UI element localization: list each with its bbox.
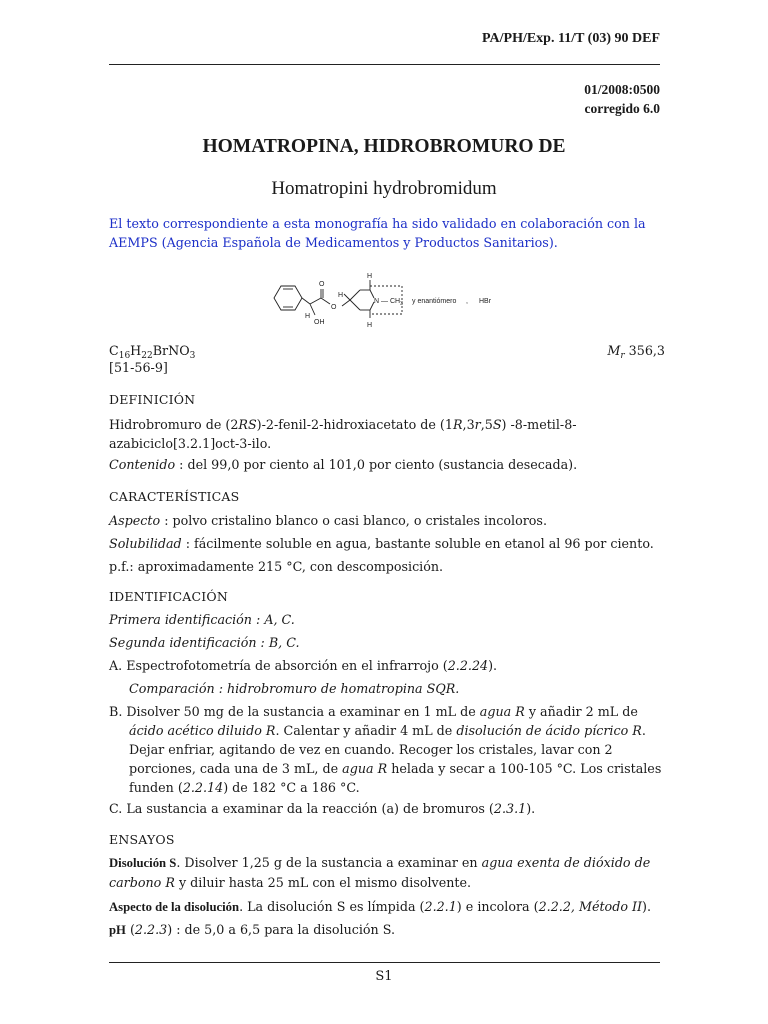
molecular-formula: $C_{16}H_{22}BrNO_3$ $M_r$ 356,3 <box>109 341 665 366</box>
revision-label: corregido 6.0 <box>584 101 660 116</box>
struct-o-carbonyl: O <box>319 281 325 288</box>
section-heading-caracteristicas: CARACTERÍSTICAS <box>109 489 240 504</box>
struct-h-mid: H <box>338 292 344 299</box>
footer-rule <box>109 962 660 963</box>
page-number: S1 <box>375 969 393 984</box>
struct-oh: OH <box>314 319 325 326</box>
struct-enantiomer: y enantiómero <box>412 298 457 305</box>
section-heading-ensayos: ENSAYOS <box>109 832 175 847</box>
monograph-date: 01/2008:0500 <box>584 82 660 97</box>
chemical-structure <box>262 270 502 336</box>
cas-number: [51-56-9] <box>109 360 168 375</box>
date-block <box>584 80 660 118</box>
identificacion-c: C. La sustancia a examinar da la reacción (a) de bromuros (2.3.1). <box>109 801 536 816</box>
latin-name: Homatropini hydrobromidum <box>271 178 497 199</box>
comparacion-text: Comparación : hidrobromuro de homatropina SQR. <box>129 681 460 696</box>
document-reference: PA/PH/Exp. 11/T (03) 90 DEF <box>482 31 660 46</box>
struct-n-methyl: N — $CH_3$ <box>374 298 403 307</box>
section-heading-definicion: DEFINICIÓN <box>109 392 196 407</box>
definicion-text: Hidrobromuro de (2RS)-2-fenil-2-hidroxiacetato de (1R,3r,5S) -8-metil-8-azabiciclo[3.2.1]oct-3-ilo. <box>109 417 577 451</box>
struct-o-ester: O <box>331 304 337 311</box>
struct-h-alpha: H <box>305 313 311 320</box>
struct-comma: , <box>466 298 468 305</box>
page-title: HOMATROPINA, HIDROBROMURO DE <box>202 136 566 157</box>
identificacion-b: B. Disolver 50 mg de la sustancia a examinar en 1 mL de agua R y añadir 2 mL de ácido acético diluido R. Calentar y añadir 4 mL de disolución de ácido pícrico R. Dejar enfriar, agitando de vez en cuando. Recoger los cristales, lavar con 2 porciones, cada una de 3 mL, de agua R helada y secar a 100-105 °C. Los cristales funden (2.2.14) de 182 °C a 186 °C. <box>109 704 662 795</box>
segunda-identificacion: Segunda identificación : B, C. <box>109 635 300 650</box>
struct-hbr: HBr <box>479 298 492 305</box>
section-heading-identificacion: IDENTIFICACIÓN <box>109 589 228 604</box>
primera-identificacion: Primera identificación : A, C. <box>109 612 295 627</box>
punto-fusion-text: p.f.: aproximadamente 215 °C, con descomposición. <box>109 559 444 574</box>
solubilidad-text: Solubilidad : fácilmente soluble en agua, bastante soluble en etanol al 96 por ciento. <box>109 536 654 551</box>
struct-h-top: H <box>367 273 373 280</box>
ph-text: pH (2.2.3) : de 5,0 a 6,5 para la disolución S. <box>109 922 396 937</box>
aspecto-disolucion-text: Aspecto de la disolución. La disolución S es límpida (2.2.1) e incolora (2.2.2, Método II). <box>109 899 651 914</box>
aspecto-text: Aspecto : polvo cristalino blanco o casi blanco, o cristales incoloros. <box>109 513 547 528</box>
identificacion-a: A. Espectrofotometría de absorción en el infrarrojo (2.2.24). <box>109 658 498 673</box>
header-rule <box>109 64 660 65</box>
struct-h-bottom: H <box>367 322 373 329</box>
molecular-mass: $M_r$ 356,3 <box>607 343 665 361</box>
disolucion-s-text: Disolución S. Disolver 1,25 g de la sustancia a examinar en agua exenta de dióxido de carbono R y diluir hasta 25 mL con el mismo disolvente. <box>109 855 651 890</box>
contenido-text: Contenido : del 99,0 por ciento al 101,0 por ciento (sustancia desecada). <box>109 457 578 472</box>
validation-note: El texto correspondiente a esta monografía ha sido validado en colaboración con la AEMPS (Agencia Española de Medicamentos y Productos Sanitarios). <box>109 216 646 250</box>
